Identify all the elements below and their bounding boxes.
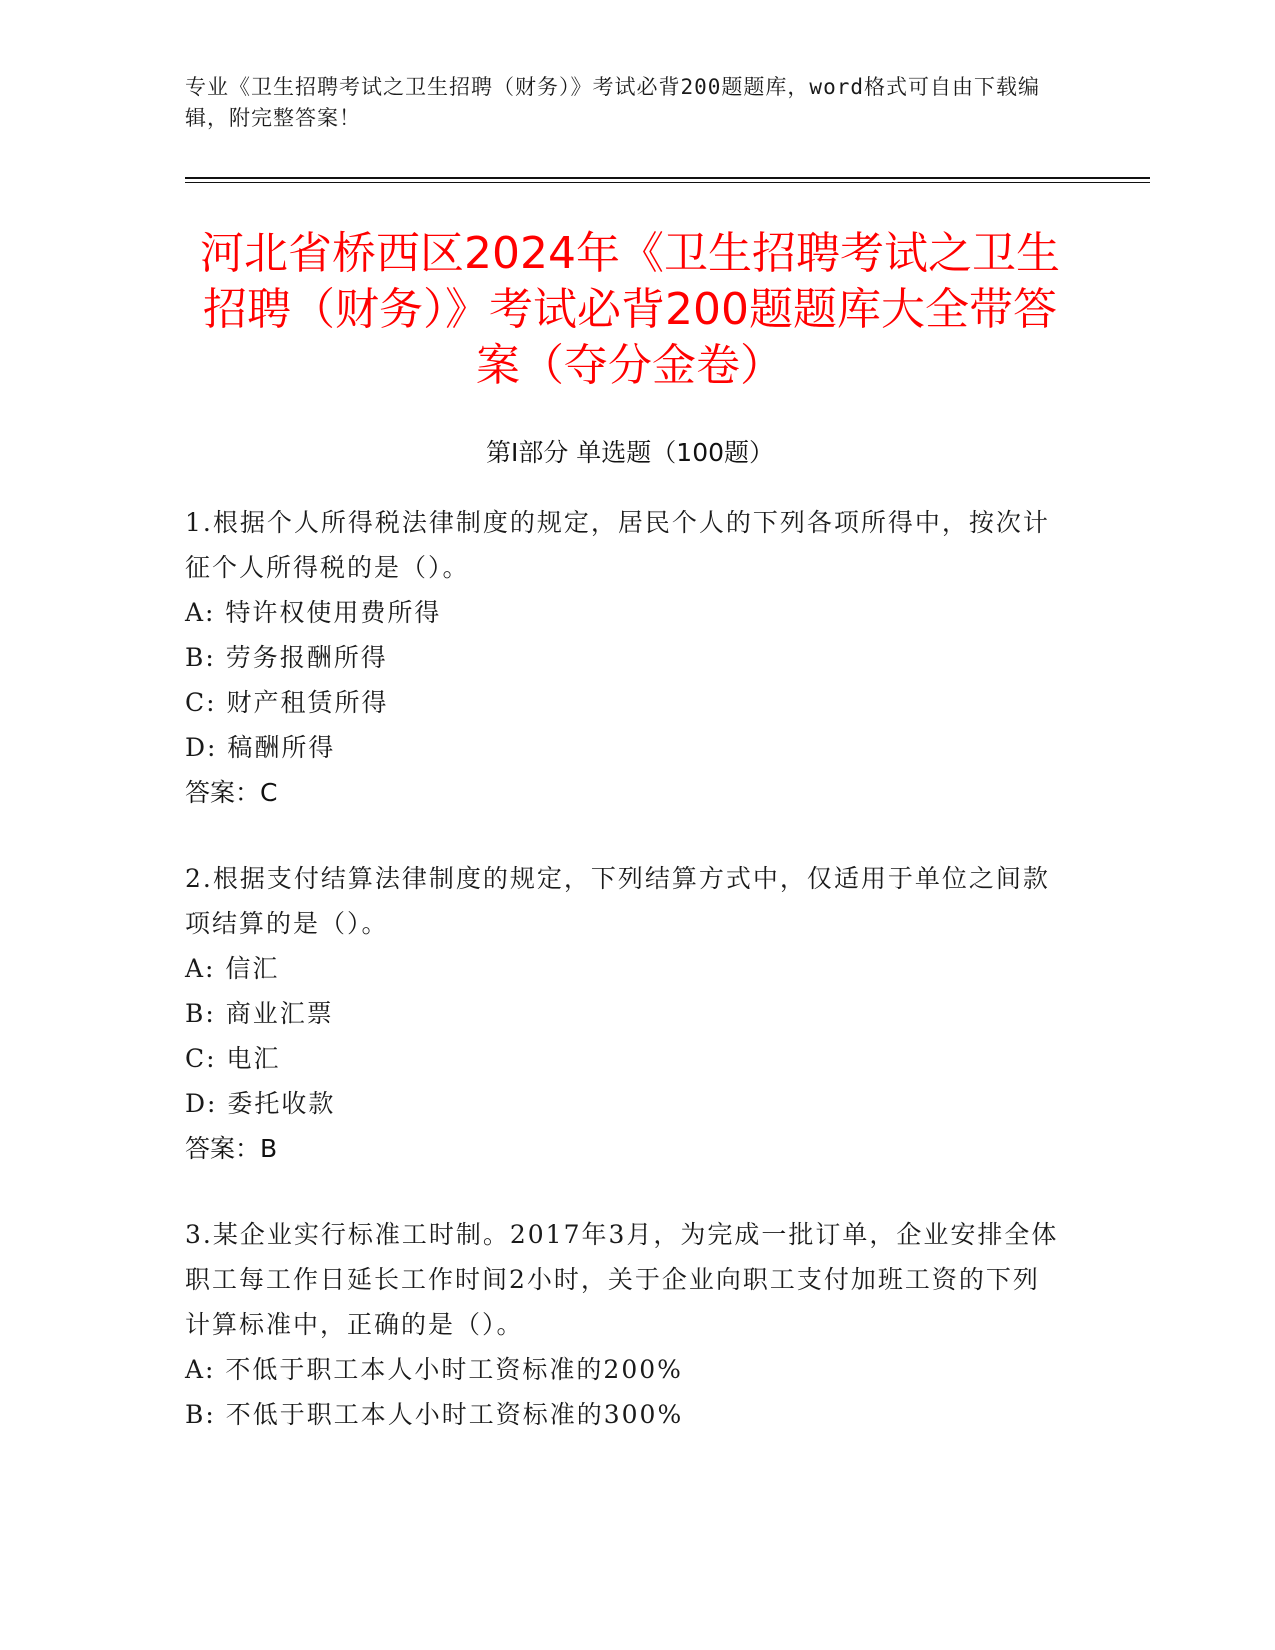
question-text: 3.某企业实行标准工时制。2017年3月，为完成一批订单，企业安排全体职工每工作日延长工作时间2小时，关于企业向职工支付加班工资的下列计算标准中，正确的是（）。	[185, 1220, 1059, 1339]
option-a: A: 不低于职工本人小时工资标准的200%	[185, 1355, 683, 1384]
option-b: B: 劳务报酬所得	[185, 643, 388, 672]
header-note: 专业《卫生招聘考试之卫生招聘（财务）》考试必背200题题库，word格式可自由下载编辑，附完整答案！	[185, 75, 1040, 130]
option-c: C: 财产租赁所得	[185, 688, 389, 717]
option-b: B: 不低于职工本人小时工资标准的300%	[185, 1400, 684, 1429]
question-text: 2.根据支付结算法律制度的规定，下列结算方式中，仅适用于单位之间款项结算的是（）。	[185, 864, 1050, 938]
answer: 答案：B	[185, 1134, 278, 1163]
answer: 答案：C	[185, 778, 278, 807]
header-divider-thick	[185, 177, 1150, 179]
option-d: D: 稿酬所得	[185, 733, 336, 762]
option-b: B: 商业汇票	[185, 999, 334, 1028]
question-text: 1.根据个人所得税法律制度的规定，居民个人的下列各项所得中，按次计征个人所得税的是（）。	[185, 508, 1050, 582]
question-3	[185, 1212, 1065, 1437]
option-a: A: 信汇	[185, 954, 280, 983]
document-title: 河北省桥西区2024年《卫生招聘考试之卫生招聘（财务）》考试必背200题题库大全带答案（夺分金卷）	[200, 228, 1060, 391]
question-2	[185, 856, 1065, 1171]
header-divider-thin	[185, 182, 1150, 183]
question-1	[185, 500, 1065, 815]
section-title: 第Ⅰ部分 单选题（100题）	[485, 438, 775, 467]
option-d: D: 委托收款	[185, 1089, 336, 1118]
option-a: A: 特许权使用费所得	[185, 598, 442, 627]
option-c: C: 电汇	[185, 1044, 281, 1073]
